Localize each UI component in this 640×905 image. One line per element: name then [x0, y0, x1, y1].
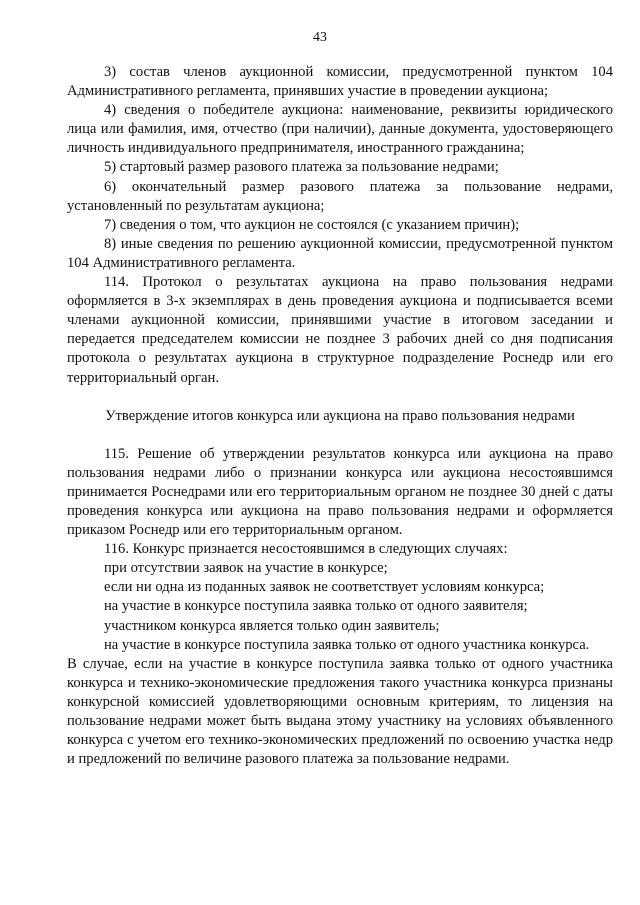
- paragraph-116-case-1: при отсутствии заявок на участие в конкурсе;: [104, 560, 388, 577]
- paragraph-final: В случае, если на участие в конкурсе поступила заявка только от одного участника конкурса и технико-экономические предложения такого участника конкурса признаны конкурсной комиссией удовлетворяющими основным критериям, то лицензия на пользование недрами может быть выдана этому участнику на условиях объявленного конкурса с учетом его технико-экономических предложений по освоению участка недр и предложений по величине разового платежа за пользование недрами.: [67, 655, 613, 768]
- document-body: [67, 63, 613, 769]
- paragraph-item-4: 4) сведения о победителе аукциона: наименование, реквизиты юридического лица или фамилия, имя, отчество (при наличии), данные документа, удостоверяющего личность индивидуального предпринимателя, иностранного гражданина;: [67, 102, 613, 157]
- paragraph-item-5: 5) стартовый размер разового платежа за пользование недрами;: [104, 159, 499, 176]
- paragraph-item-8: 8) иные сведения по решению аукционной комиссии, предусмотренной пунктом 104 Административного регламента.: [67, 235, 613, 271]
- paragraph-116-case-5: на участие в конкурсе поступила заявка только от одного участника конкурса.: [104, 636, 590, 653]
- paragraph-115: 115. Решение об утверждении результатов конкурса или аукциона на право пользования недрами либо о признании конкурса или аукциона несостоявшимся принимается Роснедрами или его территориальным органом не позднее 30 дней с даты проведения конкурса или аукциона на право пользования недрами и оформляется приказом Роснедр или его территориальным органом.: [67, 445, 613, 539]
- paragraph-item-7: 7) сведения о том, что аукцион не состоялся (с указанием причин);: [104, 216, 520, 233]
- paragraph-114: 114. Протокол о результатах аукциона на право пользования недрами оформляется в 3-х экземплярах в день проведения аукциона и подписывается всеми членами аукционной комиссии, принявшими участие в итоговом заседании и передается председателем комиссии не позднее 3 рабочих дней со дня подписания протокола о результатах аукциона в структурное подразделение Роснедр или его территориальный орган.: [67, 274, 613, 386]
- paragraph-116: 116. Конкурс признается несостоявшимся в следующих случаях:: [104, 541, 508, 558]
- paragraph-item-6: 6) окончательный размер разового платежа за пользование недрами, установленный по результатам аукциона;: [67, 178, 613, 214]
- paragraph-116-case-3: на участие в конкурсе поступила заявка только от одного заявителя;: [104, 598, 528, 615]
- page-number: 43: [313, 30, 327, 45]
- paragraph-item-3: 3) состав членов аукционной комиссии, предусмотренной пунктом 104 Административного регламента, принявших участие в проведении аукциона;: [67, 64, 613, 100]
- paragraph-116-case-2: если ни одна из поданных заявок не соответствует условиям конкурса;: [104, 579, 545, 596]
- section-heading: Утверждение итогов конкурса или аукциона на право пользования недрами: [105, 407, 575, 424]
- paragraph-116-case-4: участником конкурса является только один заявитель;: [104, 617, 440, 634]
